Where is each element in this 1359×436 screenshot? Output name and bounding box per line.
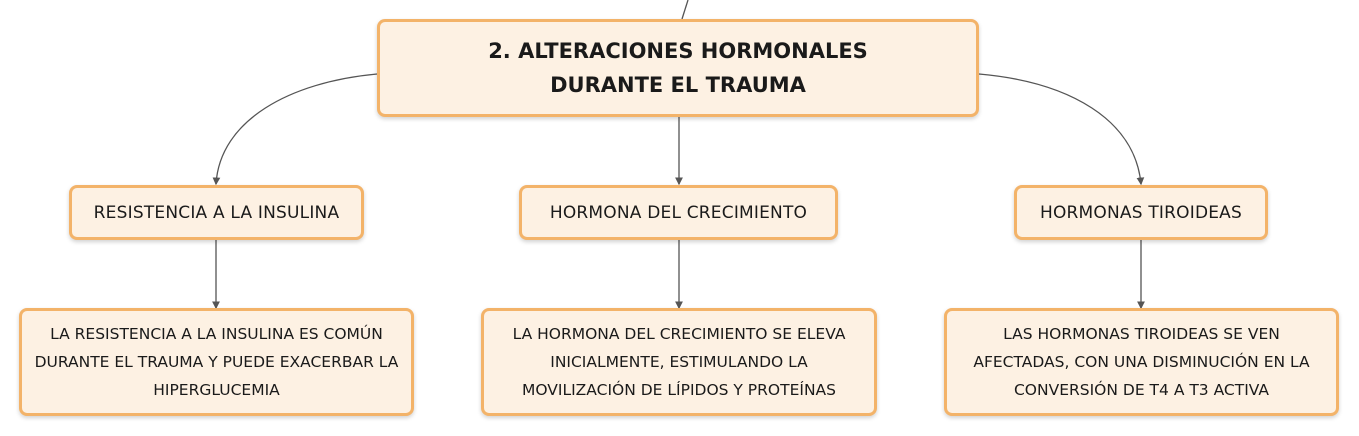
root-node[interactable] bbox=[377, 19, 979, 117]
branch-node-insulina[interactable] bbox=[69, 185, 364, 240]
branch-node-tiroideas[interactable] bbox=[1014, 185, 1268, 240]
root-title: 2. ALTERACIONES HORMONALES DURANTE EL TRAUMA bbox=[488, 39, 868, 97]
detail-text: LA HORMONA DEL CRECIMIENTO SE ELEVA INICIALMENTE, ESTIMULANDO LA MOVILIZACIÓN DE LÍPIDOS Y PROTEÍNAS bbox=[512, 325, 846, 399]
detail-node-tiroideas[interactable] bbox=[944, 308, 1339, 416]
branch-node-crecimiento[interactable] bbox=[519, 185, 838, 240]
branch-label: HORMONAS TIROIDEAS bbox=[1039, 202, 1243, 223]
connector-incoming bbox=[682, 0, 688, 19]
connector-root-to-tiroideas bbox=[979, 74, 1141, 184]
detail-text: LAS HORMONAS TIROIDEAS SE VEN AFECTADAS, CON UNA DISMINUCIÓN EN LA CONVERSIÓN DE T4 A T3 ACTIVA bbox=[973, 325, 1310, 399]
branch-label: RESISTENCIA A LA INSULINA bbox=[93, 202, 340, 223]
detail-text: LA RESISTENCIA A LA INSULINA ES COMÚN DURANTE EL TRAUMA Y PUEDE EXACERBAR LA HIPERGLUCEMIA bbox=[34, 325, 399, 399]
branch-label: HORMONA DEL CRECIMIENTO bbox=[549, 202, 808, 223]
detail-node-crecimiento[interactable] bbox=[481, 308, 877, 416]
connector-root-to-insulina bbox=[216, 74, 377, 184]
detail-node-insulina[interactable] bbox=[19, 308, 414, 416]
